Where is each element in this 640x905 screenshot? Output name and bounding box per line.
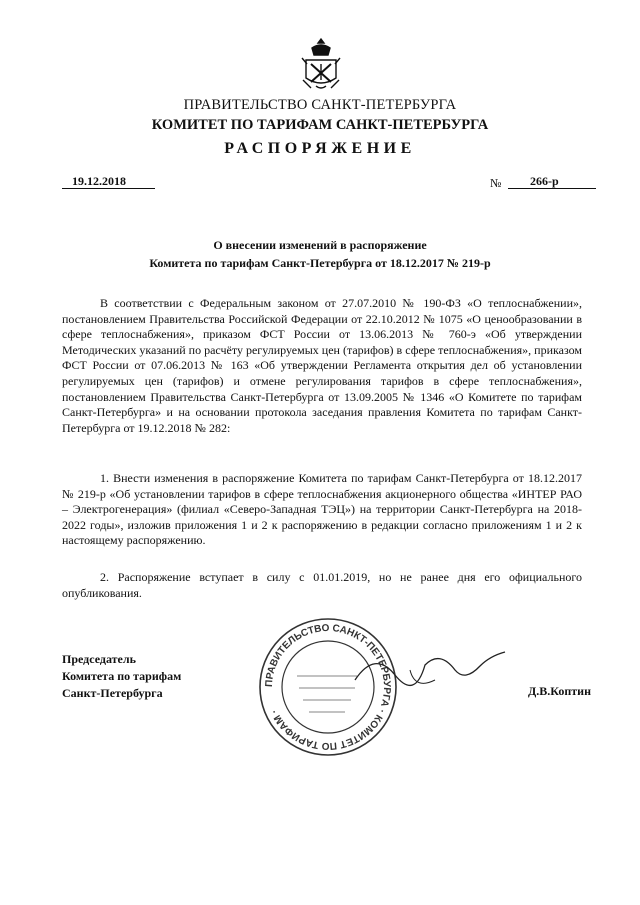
document-date: 19.12.2018 (62, 174, 155, 189)
government-title: ПРАВИТЕЛЬСТВО САНКТ-ПЕТЕРБУРГА (183, 97, 457, 113)
position-line-3: Санкт-Петербурга (62, 686, 163, 700)
item-2-text: 2. Распоряжение вступает в силу с 01.01.2019, но не ранее дня его официального опубликования. (62, 570, 582, 600)
position-line-2: Комитета по тарифам (62, 669, 182, 683)
coat-of-arms-icon (298, 36, 344, 94)
item-1-text: 1. Внести изменения в распоряжение Комитета по тарифам Санкт-Петербурга от 18.12.2017 № 219-р «Об установлении тарифов в сфере теплоснабжения акционерного общества «ИНТЕР РАО – Электрогенерация» (филиал «Северо-Западная ТЭЦ») на территории Санкт-Петербурга на 2018-2022 годы», изложив приложения 1 и 2 к распоряжению в редакции согласно приложениям 1 и 2 к настоящему распоряжению. (62, 471, 582, 548)
handwritten-signature-icon (350, 640, 510, 700)
subject-line-1: О внесении изменений в распоряжение (213, 238, 427, 252)
committee-title: КОМИТЕТ ПО ТАРИФАМ САНКТ-ПЕТЕРБУРГА (151, 117, 489, 133)
item-1-paragraph (62, 471, 582, 549)
preamble-text: В соответствии с Федеральным законом от 27.07.2010 № 190-ФЗ «О теплоснабжении», постановлением Правительства Российской Федерации от 22.10.2012 № 1075 «О ценообразовании в сфере теплоснабжения», приказом ФСТ России от 13.06.2013 № 760-э «Об утверждении Методических указаний по расчёту регулируемых цен (тарифов) в сфере теплоснабжения», приказом ФСТ России от 07.06.2013 № 163 «Об утверждении Регламента открытия дел об установлении регулируемых цен (тарифов) и отмене регулирования тарифов в сфере теплоснабжения», постановлением Правительства Санкт-Петербурга от 13.09.2005 № 1346 «О Комитете по тарифам Санкт-Петербурга» и на основании протокола заседания правления Комитета по тарифам Санкт-Петербурга от 19.12.2018 № 282: (62, 296, 582, 435)
document-number: 266-р (508, 174, 596, 189)
position-line-1: Председатель (62, 652, 136, 666)
stamp-ring-text: ПРАВИТЕЛЬСТВО САНКТ-ПЕТЕРБУРГА · КОМИТЕТ ПО ТАРИФАМ · (263, 622, 393, 752)
signatory-position (62, 651, 181, 702)
preamble-paragraph (62, 296, 582, 436)
subject-line-2: Комитета по тарифам Санкт-Петербурга от 18.12.2017 № 219-р (149, 256, 491, 270)
item-2-paragraph (62, 570, 582, 601)
number-label: № (490, 176, 502, 190)
document-type: РАСПОРЯЖЕНИЕ (224, 140, 416, 157)
signatory-name: Д.В.Коптин (528, 684, 591, 698)
